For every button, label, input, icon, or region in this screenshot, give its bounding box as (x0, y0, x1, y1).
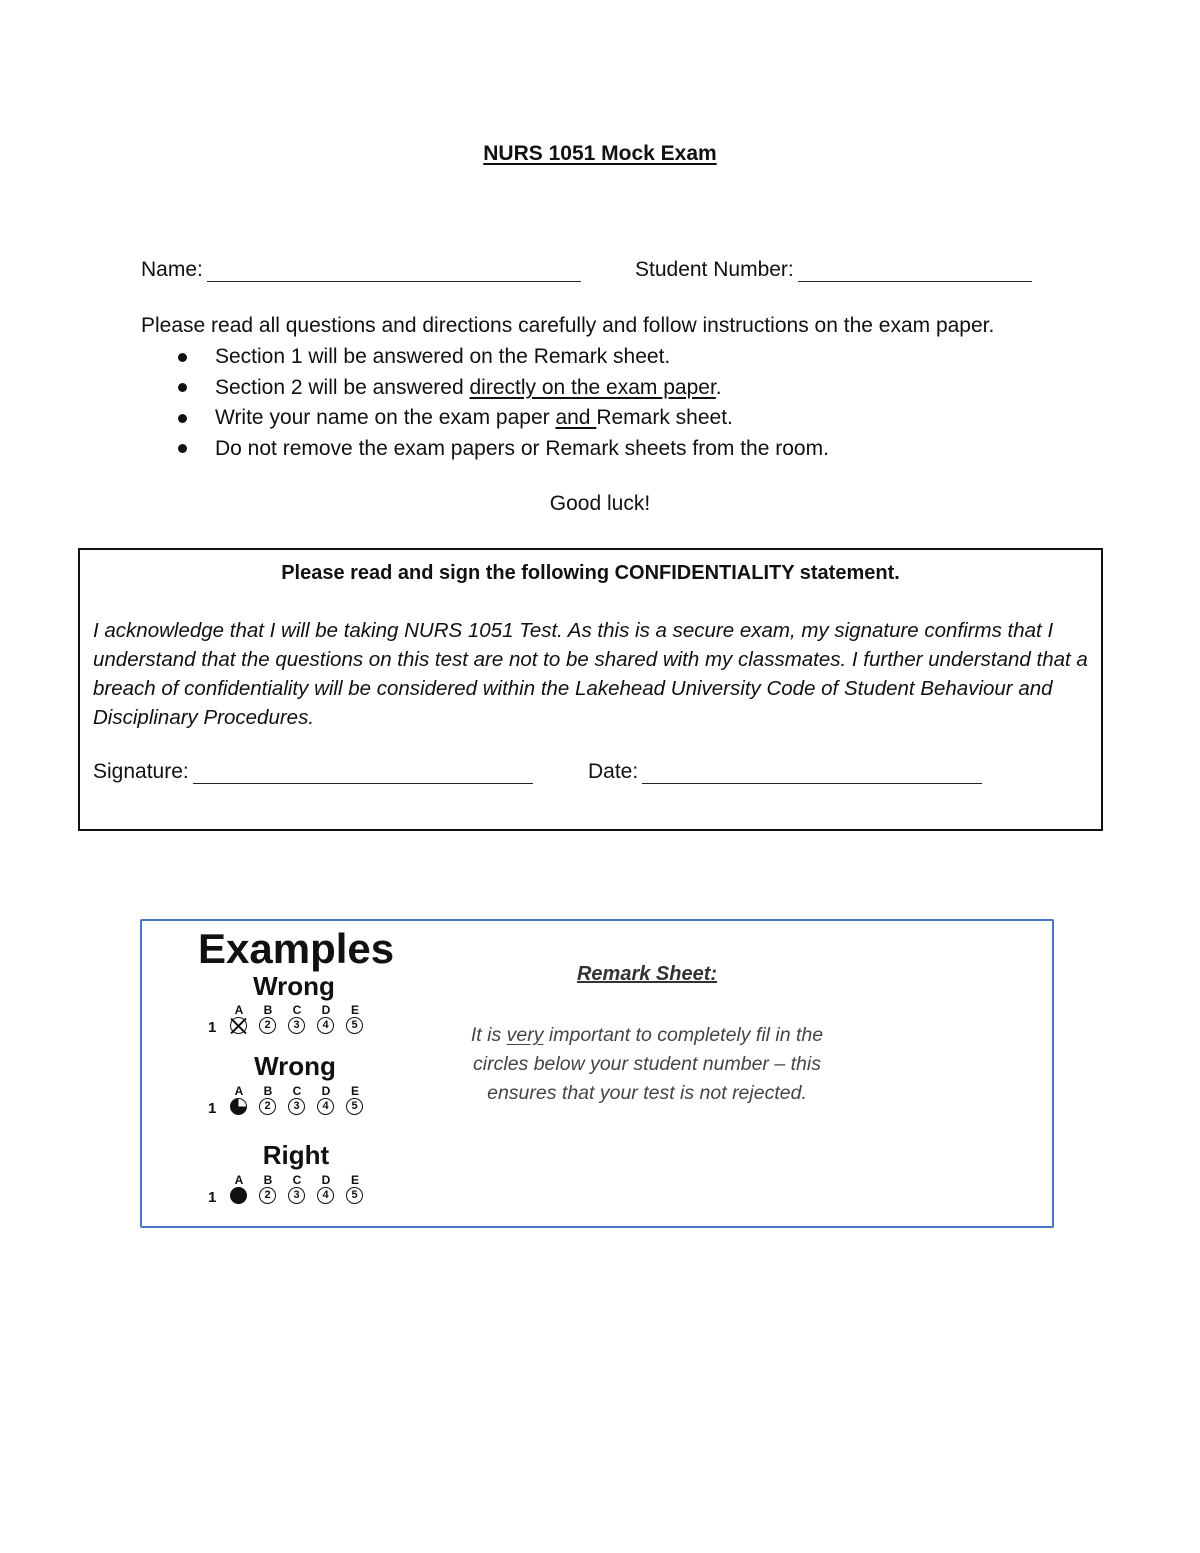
bubble: 2 (259, 1098, 276, 1115)
choice-letter: A (234, 1173, 244, 1187)
bullet-icon (178, 383, 187, 392)
bullet-icon (178, 353, 187, 362)
bubble: 5 (346, 1017, 363, 1034)
page-title: NURS 1051 Mock Exam (483, 142, 717, 165)
question-number: 1 (208, 1189, 217, 1206)
right-label: Right (262, 1140, 330, 1170)
partially-filled-bubble-icon (230, 1098, 247, 1115)
choice-letter: E (350, 1173, 359, 1187)
name-field (141, 258, 581, 282)
choice-letter: A (234, 1003, 244, 1017)
bubble: 4 (317, 1187, 334, 1204)
rule-text: Section 1 will be answered on the Remark sheet. (215, 345, 671, 369)
choice-letter: C (292, 1173, 302, 1187)
rule-text: Do not remove the exam papers or Remark sheets from the room. (215, 436, 829, 460)
crossed-bubble-icon (230, 1017, 247, 1034)
good-luck-text: Good luck! (549, 492, 651, 515)
instructions-intro: Please read all questions and directions carefully and follow instructions on the exam paper. (141, 314, 995, 337)
choice-letter: A (234, 1084, 244, 1098)
name-line[interactable] (207, 261, 581, 282)
list-item (170, 342, 829, 373)
confidentiality-heading: Please read and sign the following CONFIDENTIALITY statement. (281, 562, 900, 584)
bubble-row-wrong-crossed (208, 1003, 368, 1039)
choice-letter: D (321, 1084, 331, 1098)
choice-letter: E (350, 1084, 359, 1098)
rule-text: Section 2 will be answered directly on the exam paper. (215, 375, 722, 399)
choice-letter: D (321, 1173, 331, 1187)
choice-letter: B (263, 1084, 273, 1098)
date-label: Date: (588, 760, 639, 783)
date-field (588, 760, 982, 784)
remark-sheet-text: It is very important to completely fil in the circles below your student number – this ensures that your test is not rejected. (470, 1024, 824, 1104)
wrong-label: Wrong (254, 1051, 336, 1081)
confidentiality-box (78, 548, 1103, 831)
choice-letter: B (263, 1003, 273, 1017)
bubble: 4 (317, 1098, 334, 1115)
bubble: 2 (259, 1187, 276, 1204)
student-number-label: Student Number: (635, 258, 794, 281)
name-label: Name: (141, 258, 203, 281)
bullet-icon (178, 414, 187, 423)
student-number-line[interactable] (798, 261, 1032, 282)
filled-bubble-icon (230, 1187, 247, 1204)
bubble: 3 (288, 1187, 305, 1204)
choice-letter: C (292, 1003, 302, 1017)
bubble: 3 (288, 1017, 305, 1034)
bubble: 2 (259, 1017, 276, 1034)
bubble-row-right (208, 1173, 368, 1209)
bubble: 4 (317, 1017, 334, 1034)
bubble: 5 (346, 1098, 363, 1115)
list-item (170, 434, 829, 465)
choice-letter: D (321, 1003, 331, 1017)
bullet-icon (178, 444, 187, 453)
remark-box (140, 919, 1054, 1228)
signature-line[interactable] (193, 763, 533, 784)
choice-letter: C (292, 1084, 302, 1098)
remark-sheet-title: Remark Sheet: (576, 963, 718, 985)
list-item (170, 403, 829, 434)
question-number: 1 (208, 1019, 217, 1036)
instructions-list (170, 342, 829, 464)
wrong-label: Wrong (253, 971, 335, 1001)
rule-text: Write your name on the exam paper and Remark sheet. (215, 406, 733, 430)
list-item (170, 373, 829, 404)
question-number: 1 (208, 1100, 217, 1117)
student-number-field (635, 258, 1032, 282)
signature-label: Signature: (93, 760, 189, 783)
bubble: 3 (288, 1098, 305, 1115)
signature-field (93, 760, 533, 784)
confidentiality-statement: I acknowledge that I will be taking NURS 1051 Test. As this is a secure exam, my signature confirms that I understand that the questions on this test are not to be shared with my classmates. I further understand that a breach of confidentiality will be considered within the Lakehead University Code of Student Behaviour and Disciplinary Procedures. (93, 619, 1088, 729)
choice-letter: E (350, 1003, 359, 1017)
examples-title: Examples (198, 925, 395, 972)
choice-letter: B (263, 1173, 273, 1187)
bubble: 5 (346, 1187, 363, 1204)
bubble-row-wrong-partial (208, 1084, 368, 1120)
date-line[interactable] (642, 763, 982, 784)
